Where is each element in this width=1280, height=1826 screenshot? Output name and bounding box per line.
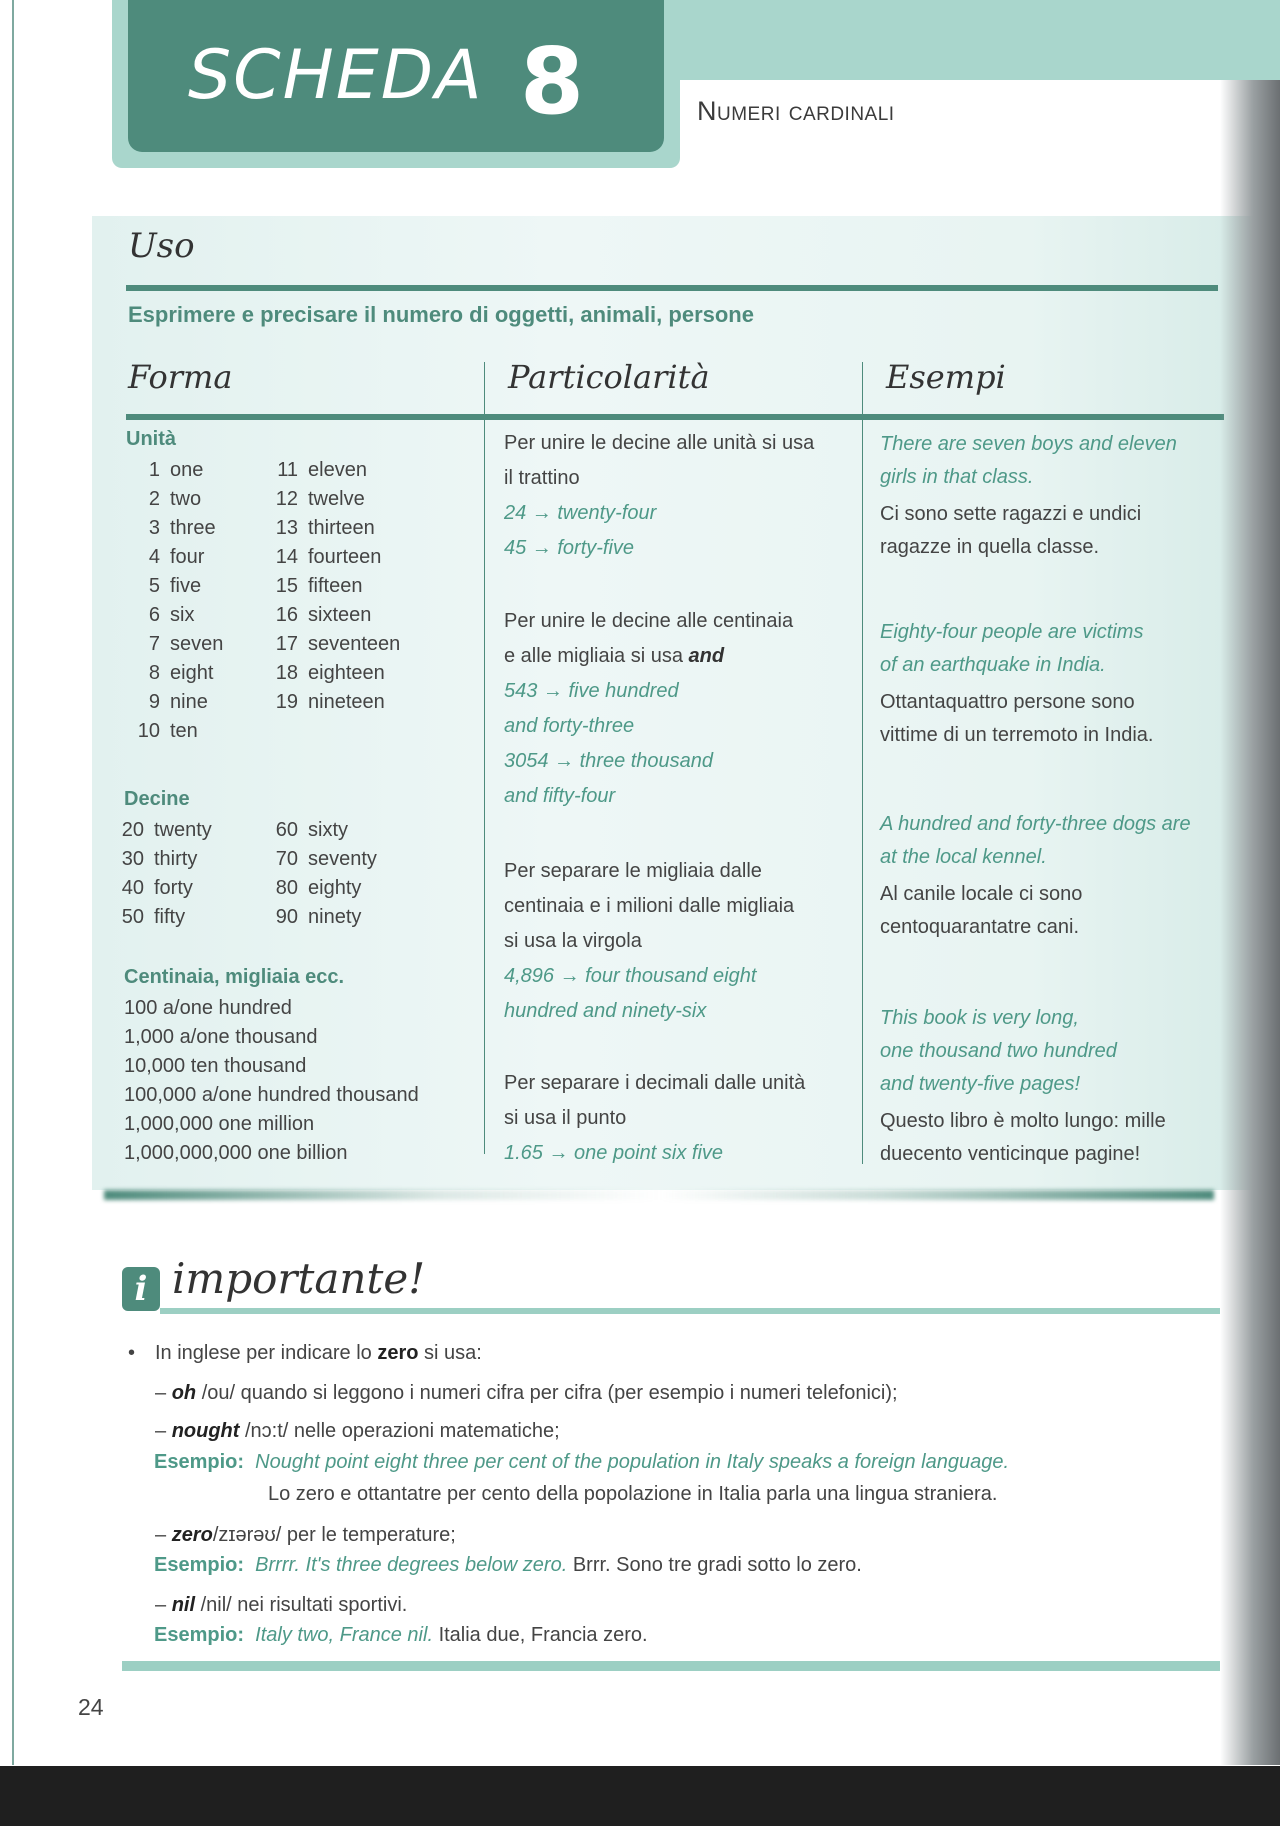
scheda-label: SCHEDA [188,36,484,115]
number-row: 6 six [148,604,195,626]
uso-purpose: Esprimere e precisare il numero di oggetti, animali, persone [128,302,754,327]
panel-bottom-shadow [104,1190,1214,1200]
esempio-block-2: Eighty-four people are victims of an earthquake in India. Ottantaquattro persone sono vittime di un terremoto in India. [880,621,1154,746]
centinaia-list [124,994,419,1168]
number-row: 90 ninety [275,906,362,928]
number-row: 13 thirteen [275,517,375,539]
unita-label: Unità [126,428,176,450]
number-row: 16 sixteen [275,604,372,626]
column-head-esempi: Esempi [886,358,1006,396]
number-row: 70 seventy [275,848,377,870]
particolarita-block-4: Per separare i decimali dalle unità si usa il punto 1.65 → one point six five [504,1072,806,1164]
esempio-block-4: This book is very long, one thousand two hundred and twenty-five pages! Questo libro è molto lungo: mille duecento venticinque pagine! [880,1007,1166,1165]
number-row: 11 eleven [277,459,367,481]
number-row: 17 seventeen [275,633,401,655]
unita-list-right [262,456,400,717]
title-card [128,0,664,152]
number-row: 10,000 ten thousand [124,1055,307,1077]
number-row: 40 forty [121,877,193,899]
info-icon: i [122,1267,160,1311]
bottom-divider [122,1661,1220,1671]
number-row: 100 a/one hundred [124,997,292,1019]
number-row: 4 four [148,546,205,568]
number-row: 1,000 a/one thousand [124,1026,318,1048]
number-row: 19 nineteen [275,691,385,713]
number-row: 80 eighty [275,877,362,899]
importante-divider [160,1308,1220,1314]
zero-example: Esempio: Brrrr. It's three degrees below zero. Brrr. Sono tre gradi sotto lo zero. [154,1554,862,1576]
nought-example: Esempio: Nought point eight three per cent of the population in Italy speaks a foreign language. [154,1451,1010,1473]
decine-list-right [250,816,377,932]
and-keyword: and [688,645,725,667]
number-row: 10 ten [137,720,198,742]
page-curl-shadow [1220,80,1280,1765]
zero-item-oh: – oh /ou/ quando si leggono i numeri cifra per cifra (per esempio i numeri telefonici); [155,1382,898,1404]
esempio-block-3: A hundred and forty-three dogs are at the local kennel. Al canile locale ci sono centoquarantatre cani. [880,813,1191,938]
number-row: 20 twenty [121,819,212,841]
number-row: 50 fifty [121,906,186,928]
number-row: 1,000,000,000 one billion [124,1142,348,1164]
number-row: 1 one [148,459,204,481]
importante-heading: importante! [172,1254,426,1303]
number-row: 3 three [148,517,216,539]
page-number: 24 [78,1694,104,1720]
page-title: Numeri cardinali [697,96,895,126]
columns-divider [126,414,1224,420]
number-row: 1,000,000 one million [124,1113,315,1135]
page-binding-edge [12,0,14,1765]
column-separator-2 [862,362,863,1164]
decine-list-left [96,816,212,932]
nil-example: Esempio: Italy two, France nil. Italia due, Francia zero. [154,1624,648,1646]
nought-translation: Lo zero e ottantatre per cento della popolazione in Italia parla una lingua straniera. [268,1483,998,1505]
uso-divider [126,285,1218,291]
number-row: 9 nine [148,691,208,713]
number-row: 7 seven [148,633,224,655]
number-row: 100,000 a/one hundred thousand [124,1084,419,1106]
decine-label: Decine [124,788,190,810]
number-row: 8 eight [148,662,214,684]
number-row: 60 sixty [275,819,348,841]
particolarita-block-2: Per unire le decine alle centinaia e alle migliaia si usa and 543 → five hundred and forty-three 3054 → three thousand and fifty-four [504,610,794,807]
number-row: 5 five [148,575,202,597]
particolarita-block-3: Per separare le migliaia dalle centinaia e i milioni dalle migliaia si usa la virgola 4,896 → four thousand eight hundred and ninety-six [504,860,795,1022]
number-row: 30 thirty [121,848,198,870]
zero-item-nil: – nil /nil/ nei risultati sportivi. [155,1594,408,1616]
column-separator-1 [484,362,485,1154]
esempio-block-1: There are seven boys and eleven girls in that class. Ci sono sette ragazzi e undici ragazze in quella classe. [880,433,1177,558]
centinaia-label: Centinaia, migliaia ecc. [124,966,345,988]
number-row: 15 fifteen [275,575,363,597]
particolarita-block-1: Per unire le decine alle unità si usa il trattino 24 → twenty-four 45 → forty-five [504,432,815,559]
scheda-number: 8 [520,28,585,135]
scanner-bed-edge [0,1766,1280,1826]
uso-heading: Uso [128,226,195,266]
importante-intro: In inglese per indicare lo zero si usa: [155,1342,482,1364]
unita-list-left [124,456,223,746]
column-head-particolarita: Particolarità [508,358,710,396]
bullet-icon: • [128,1342,136,1364]
zero-item-zero: – zero/zɪərəʊ/ per le temperature; [155,1524,456,1546]
number-row: 18 eighteen [275,662,385,684]
column-head-forma: Forma [128,358,233,396]
number-row: 14 fourteen [275,546,382,568]
number-row: 12 twelve [275,488,365,510]
number-row: 2 two [148,488,202,510]
zero-item-nought: – nought /nɔ:t/ nelle operazioni matematiche; [155,1420,560,1442]
